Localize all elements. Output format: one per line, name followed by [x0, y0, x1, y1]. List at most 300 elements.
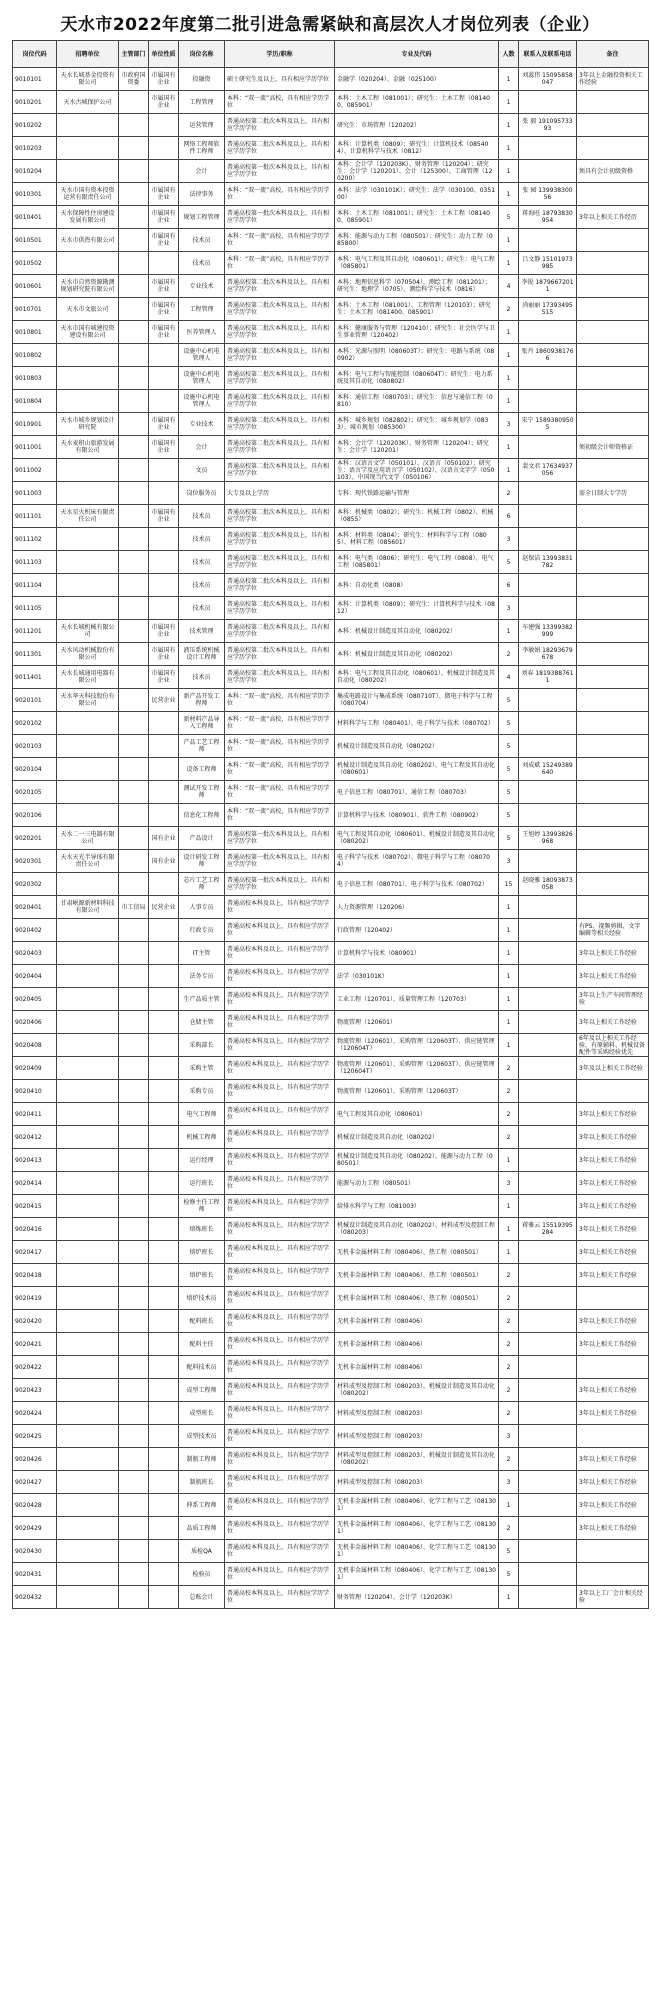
cell-note: 3年以上相关工作经验 — [577, 965, 649, 988]
cell-edu: 本科：“双一流”高校，具有相应学历学位 — [225, 91, 335, 114]
table-row — [13, 321, 649, 344]
cell-post: 机械工程师 — [179, 1126, 225, 1149]
cell-note: 3年以上相关工作经验 — [577, 1379, 649, 1402]
cell-major: 本科：电气类（0806）；研究生：电气工程（0808）、电气工程（085801） — [335, 551, 499, 574]
cell-nature — [149, 781, 179, 804]
cell-contact — [519, 1080, 577, 1103]
cell-major: 本科：会计学（120203K）、财务管理（120204）；研究生：会计学（120201）、会计（125300）、工商管理（120200） — [335, 160, 499, 183]
cell-major: 本科：电气工程与智能控制（080604T）；研究生：电力系统及其自动化（080802） — [335, 367, 499, 390]
cell-post: 法务专员 — [179, 965, 225, 988]
cell-unit: 天水长城通用电器有限公司 — [57, 666, 119, 689]
cell-num: 2 — [499, 1333, 519, 1356]
cell-edu: 普通高校本科及以上，具有相应学历学位 — [225, 1356, 335, 1379]
cell-contact — [519, 942, 577, 965]
cell-num: 1 — [499, 367, 519, 390]
cell-post: 技术员 — [179, 229, 225, 252]
cell-edu: 普通高校本科及以上，具有相应学历学位 — [225, 1241, 335, 1264]
cell-edu: 本科：“双一流”高校，具有相应学历学位 — [225, 229, 335, 252]
cell-note: 3年以上相关工作经验 — [577, 1126, 649, 1149]
cell-edu: 本科：“双一流”高校，具有相应学历学位 — [225, 712, 335, 735]
cell-num: 1 — [499, 229, 519, 252]
cell-major: 本科：机械设计制造及其自动化（080202） — [335, 620, 499, 643]
cell-major: 电气工程及其自动化（080601） — [335, 1103, 499, 1126]
cell-num: 2 — [499, 1402, 519, 1425]
cell-dept — [119, 1356, 149, 1379]
cell-num: 5 — [499, 1563, 519, 1586]
table-row — [13, 1356, 649, 1379]
cell-unit — [57, 1563, 119, 1586]
table-row — [13, 1586, 649, 1609]
cell-code: 9020422 — [13, 1356, 57, 1379]
cell-major: 机械设计制造及其自动化（080202）、电气工程及其自动化（080601） — [335, 758, 499, 781]
cell-unit — [57, 1517, 119, 1540]
cell-contact — [519, 1563, 577, 1586]
cell-note — [577, 1287, 649, 1310]
cell-nature — [149, 137, 179, 160]
cell-post: 熔炼班长 — [179, 1218, 225, 1241]
cell-dept — [119, 91, 149, 114]
cell-note: 3年以上生产车间管理经验 — [577, 988, 649, 1011]
table-row — [13, 620, 649, 643]
cell-post: 成型技术员 — [179, 1425, 225, 1448]
cell-nature — [149, 804, 179, 827]
cell-post: 电气工程师 — [179, 1103, 225, 1126]
cell-contact: 李敏娟 18293679678 — [519, 643, 577, 666]
cell-edu: 普通高校第二批次本科及以上，具有相应学历学位 — [225, 643, 335, 666]
cell-edu: 本科：“双一流”高校，具有相应学历学位 — [225, 781, 335, 804]
cell-post: 伸系工程师 — [179, 1494, 225, 1517]
header-post: 岗位名称 — [179, 41, 225, 68]
cell-nature — [149, 1126, 179, 1149]
cell-num: 1 — [499, 1149, 519, 1172]
cell-num: 3 — [499, 1471, 519, 1494]
cell-dept — [119, 1080, 149, 1103]
cell-note — [577, 1540, 649, 1563]
cell-dept — [119, 1494, 149, 1517]
cell-contact — [519, 850, 577, 873]
cell-code: 9020403 — [13, 942, 57, 965]
cell-num: 2 — [499, 1103, 519, 1126]
cell-nature — [149, 1057, 179, 1080]
cell-post: 工程管理 — [179, 91, 225, 114]
cell-code: 9011103 — [13, 551, 57, 574]
cell-dept — [119, 1218, 149, 1241]
cell-code: 9020410 — [13, 1080, 57, 1103]
cell-post: 芯片工艺工程师 — [179, 873, 225, 896]
cell-major: 无机非金属材料工程（080406）、热工程（080501） — [335, 1287, 499, 1310]
cell-unit: 天水市自然资源勘测规划研究院有限公司 — [57, 275, 119, 298]
cell-contact: 赵晓雅 18093873058 — [519, 873, 577, 896]
cell-major: 集成电路设计与集成系统（080710T）、微电子科学与工程（080704） — [335, 689, 499, 712]
cell-post: 信息化工程师 — [179, 804, 225, 827]
cell-contact: 宋宁 15893809505 — [519, 413, 577, 436]
cell-num: 1 — [499, 988, 519, 1011]
cell-post: 技术员 — [179, 528, 225, 551]
cell-major: 材料成型及控制工程（080203） — [335, 1402, 499, 1425]
cell-nature — [149, 1471, 179, 1494]
cell-nature: 民营企业 — [149, 689, 179, 712]
cell-major: 本科：土木工程（081001）；研究生：土木工程（081400、085901） — [335, 206, 499, 229]
cell-nature: 市属国有企业 — [149, 183, 179, 206]
cell-edu: 普通高校第二批次本科及以上，具有相应学历学位 — [225, 137, 335, 160]
cell-edu: 本科：“双一流”高校，具有相应学历学位 — [225, 183, 335, 206]
cell-note: 3年以上工厂会计相关经验 — [577, 1586, 649, 1609]
cell-nature: 市属国有企业 — [149, 206, 179, 229]
cell-code: 9020103 — [13, 735, 57, 758]
cell-note — [577, 390, 649, 413]
cell-num: 1 — [499, 321, 519, 344]
table-row — [13, 68, 649, 91]
cell-nature: 市属国有企业 — [149, 229, 179, 252]
cell-num: 1 — [499, 114, 519, 137]
cell-major: 物流管理（120601）、采购管理（120603T） — [335, 1080, 499, 1103]
cell-contact — [519, 781, 577, 804]
cell-contact — [519, 735, 577, 758]
cell-post: 熔炉班长 — [179, 1241, 225, 1264]
cell-edu: 普通高校本科及以上，具有相应学历学位 — [225, 1218, 335, 1241]
cell-post: 设施中心机电管理人 — [179, 390, 225, 413]
cell-major: 本科：计算机类（0809）；研究生：计算机科学与技术（0812） — [335, 597, 499, 620]
table-row — [13, 1448, 649, 1471]
cell-post: 运行经理 — [179, 1149, 225, 1172]
cell-edu: 普通高校第二批次本科及以上，具有相应学历学位 — [225, 551, 335, 574]
cell-dept — [119, 275, 149, 298]
table-header — [13, 41, 649, 68]
cell-num: 6 — [499, 505, 519, 528]
cell-dept — [119, 1586, 149, 1609]
table-row — [13, 712, 649, 735]
cell-dept — [119, 252, 149, 275]
cell-code: 9020413 — [13, 1149, 57, 1172]
cell-edu: 普通高校第二批次本科及以上，具有相应学历学位 — [225, 528, 335, 551]
cell-post: 网络工程师软件工程师 — [179, 137, 225, 160]
cell-major: 金融学（020204）、金融（025100） — [335, 68, 499, 91]
table-row — [13, 850, 649, 873]
cell-edu: 普通高校本科及以上，具有相应学历学位 — [225, 1471, 335, 1494]
cell-num: 3 — [499, 850, 519, 873]
cell-contact — [519, 1494, 577, 1517]
cell-unit — [57, 482, 119, 505]
cell-nature — [149, 942, 179, 965]
cell-nature — [149, 597, 179, 620]
table-row — [13, 229, 649, 252]
cell-unit — [57, 1379, 119, 1402]
table-row — [13, 1149, 649, 1172]
cell-code: 9010601 — [13, 275, 57, 298]
cell-contact — [519, 1126, 577, 1149]
table-row — [13, 896, 649, 919]
cell-num: 5 — [499, 551, 519, 574]
cell-code: 9020411 — [13, 1103, 57, 1126]
cell-major: 机械设计制造及其自动化（080202） — [335, 735, 499, 758]
cell-post: 技术员 — [179, 252, 225, 275]
cell-note — [577, 597, 649, 620]
cell-major: 物流管理（120601） — [335, 1011, 499, 1034]
cell-major: 无机非金属材料工程（080406）、热工程（080501） — [335, 1241, 499, 1264]
cell-unit — [57, 1218, 119, 1241]
cell-edu: 普通高校第一批次本科及以上，具有相应学历学位 — [225, 160, 335, 183]
cell-dept: 市政府国资委 — [119, 68, 149, 91]
cell-num: 2 — [499, 482, 519, 505]
cell-code: 9011401 — [13, 666, 57, 689]
cell-code: 9020105 — [13, 781, 57, 804]
cell-dept — [119, 1425, 149, 1448]
cell-dept — [119, 206, 149, 229]
cell-unit — [57, 1402, 119, 1425]
cell-major: 无机非金属材料工程（080406）、化学工程与工艺（081301） — [335, 1540, 499, 1563]
table-row — [13, 252, 649, 275]
cell-code: 9010401 — [13, 206, 57, 229]
cell-unit — [57, 1540, 119, 1563]
header-dept: 主管部门 — [119, 41, 149, 68]
cell-nature — [149, 160, 179, 183]
cell-edu: 普通高校本科及以上，具有相应学历学位 — [225, 1057, 335, 1080]
cell-code: 9010204 — [13, 160, 57, 183]
cell-note — [577, 574, 649, 597]
table-row — [13, 1195, 649, 1218]
cell-dept — [119, 1103, 149, 1126]
cell-num: 1 — [499, 436, 519, 459]
cell-code: 9020405 — [13, 988, 57, 1011]
cell-note: 3年以上相关工作经验 — [577, 1333, 649, 1356]
cell-post: 行政专员 — [179, 919, 225, 942]
header-code: 岗位代码 — [13, 41, 57, 68]
cell-contact — [519, 1195, 577, 1218]
cell-code: 9020415 — [13, 1195, 57, 1218]
cell-post: 文员 — [179, 459, 225, 482]
cell-post: 新材料产品导入工程师 — [179, 712, 225, 735]
cell-major: 本科：能源与动力工程（080501）；研究生：动力工程（085800） — [335, 229, 499, 252]
cell-unit: 天水市国有资本投资运营有限责任公司 — [57, 183, 119, 206]
cell-nature — [149, 965, 179, 988]
table-row — [13, 91, 649, 114]
cell-nature — [149, 390, 179, 413]
cell-post: 新产品开发工程师 — [179, 689, 225, 712]
cell-post: 岗位服务员 — [179, 482, 225, 505]
cell-note — [577, 183, 649, 206]
cell-major: 本科：法学（030101K）；研究生：法学（030100、035100） — [335, 183, 499, 206]
cell-major: 物流管理（120601）、采购管理（120603T）、供应链管理（120604T） — [335, 1057, 499, 1080]
cell-post: 熔炉班长 — [179, 1264, 225, 1287]
cell-dept — [119, 873, 149, 896]
cell-major: 无机非金属材料工程（080406）、热工程（080501） — [335, 1264, 499, 1287]
cell-code: 9020428 — [13, 1494, 57, 1517]
cell-edu: 普通高校本科及以上，具有相应学历学位 — [225, 1540, 335, 1563]
cell-code: 9020429 — [13, 1517, 57, 1540]
cell-post: 会计 — [179, 436, 225, 459]
header-row — [13, 41, 649, 68]
table-row — [13, 367, 649, 390]
cell-post: 投融资 — [179, 68, 225, 91]
cell-nature — [149, 1103, 179, 1126]
cell-edu: 普通高校本科及以上，具有相应学历学位 — [225, 1586, 335, 1609]
cell-unit — [57, 1494, 119, 1517]
cell-num: 1 — [499, 919, 519, 942]
cell-contact — [519, 390, 577, 413]
cell-dept — [119, 183, 149, 206]
cell-edu: 普通高校本科及以上，具有相应学历学位 — [225, 1563, 335, 1586]
cell-post: 人事专员 — [179, 896, 225, 919]
cell-num: 1 — [499, 896, 519, 919]
cell-num: 2 — [499, 298, 519, 321]
cell-num: 2 — [499, 1379, 519, 1402]
cell-edu: 普通高校本科及以上，具有相应学历学位 — [225, 1402, 335, 1425]
cell-dept — [119, 413, 149, 436]
cell-major: 机械设计制造及其自动化（080202） — [335, 1126, 499, 1149]
cell-num: 3 — [499, 528, 519, 551]
table-row — [13, 988, 649, 1011]
cell-code: 9010501 — [13, 229, 57, 252]
cell-unit — [57, 597, 119, 620]
header-unit: 招聘单位 — [57, 41, 119, 68]
cell-num: 1 — [499, 942, 519, 965]
table-row — [13, 1126, 649, 1149]
cell-post: 采购部长 — [179, 1034, 225, 1057]
cell-note: 3年以上相关工作经验 — [577, 1494, 649, 1517]
cell-nature — [149, 528, 179, 551]
table-row — [13, 183, 649, 206]
cell-unit — [57, 1126, 119, 1149]
cell-nature — [149, 1149, 179, 1172]
header-contact: 联系人及联系电话 — [519, 41, 577, 68]
cell-num: 4 — [499, 275, 519, 298]
cell-edu: 普通高校本科及以上，具有相应学历学位 — [225, 1264, 335, 1287]
cell-contact — [519, 1356, 577, 1379]
cell-post: 技术员 — [179, 505, 225, 528]
cell-note — [577, 1356, 649, 1379]
table-row — [13, 1218, 649, 1241]
table-row — [13, 643, 649, 666]
cell-code: 9010804 — [13, 390, 57, 413]
cell-nature — [149, 1264, 179, 1287]
cell-unit — [57, 1471, 119, 1494]
cell-nature — [149, 252, 179, 275]
table-row — [13, 1172, 649, 1195]
cell-edu: 大专及以上学历 — [225, 482, 335, 505]
cell-code: 9020417 — [13, 1241, 57, 1264]
cell-major: 本科：土木工程（081001）、工程管理（120103）；研究生：土木工程（081400、085901） — [335, 298, 499, 321]
cell-note — [577, 666, 649, 689]
cell-post: 制瓶工程师 — [179, 1448, 225, 1471]
cell-post: 设计研发工程师 — [179, 850, 225, 873]
cell-note: 有PS、视频剪辑、文字编辑等相关经验 — [577, 919, 649, 942]
table-row — [13, 781, 649, 804]
cell-code: 9020424 — [13, 1402, 57, 1425]
cell-code: 9010203 — [13, 137, 57, 160]
cell-nature: 市属国有企业 — [149, 436, 179, 459]
cell-code: 9020404 — [13, 965, 57, 988]
cell-nature — [149, 1517, 179, 1540]
cell-dept: 市工信局 — [119, 896, 149, 919]
cell-major: 法学（030101K） — [335, 965, 499, 988]
cell-major: 工业工程（120701）、质量管理工程（120703） — [335, 988, 499, 1011]
cell-contact — [519, 1333, 577, 1356]
cell-unit: 天水华天科技股份有限公司 — [57, 689, 119, 712]
cell-note — [577, 712, 649, 735]
cell-edu: 普通高校第一批次本科及以上，具有相应学历学位 — [225, 850, 335, 873]
cell-num: 1 — [499, 1494, 519, 1517]
cell-unit — [57, 1011, 119, 1034]
cell-contact — [519, 91, 577, 114]
cell-post: 熔炉技术员 — [179, 1287, 225, 1310]
cell-note: 3年以上相关工作经验 — [577, 1517, 649, 1540]
table-row — [13, 482, 649, 505]
cell-edu: 普通高校本科及以上，具有相应学历学位 — [225, 1517, 335, 1540]
cell-num: 1 — [499, 160, 519, 183]
cell-code: 9010901 — [13, 413, 57, 436]
cell-post: IT主管 — [179, 942, 225, 965]
cell-unit — [57, 160, 119, 183]
cell-nature: 市属国有企业 — [149, 505, 179, 528]
cell-dept — [119, 1471, 149, 1494]
cell-note — [577, 114, 649, 137]
cell-dept — [119, 390, 149, 413]
cell-code: 9020416 — [13, 1218, 57, 1241]
cell-contact — [519, 1586, 577, 1609]
cell-dept — [119, 988, 149, 1011]
table-row — [13, 1287, 649, 1310]
cell-num: 1 — [499, 1011, 519, 1034]
cell-post: 医养管理人 — [179, 321, 225, 344]
cell-contact — [519, 574, 577, 597]
cell-post: 运行班长 — [179, 1172, 225, 1195]
cell-nature — [149, 735, 179, 758]
cell-code: 9010803 — [13, 367, 57, 390]
cell-nature — [149, 1218, 179, 1241]
cell-unit — [57, 1080, 119, 1103]
cell-edu: 普通高校本科及以上，具有相应学历学位 — [225, 1034, 335, 1057]
cell-dept — [119, 1011, 149, 1034]
cell-major: 本科：光源与照明（080603T）；研究生：电路与系统（080902） — [335, 344, 499, 367]
cell-post: 会计 — [179, 160, 225, 183]
cell-edu: 普通高校本科及以上，具有相应学历学位 — [225, 1126, 335, 1149]
cell-dept — [119, 1310, 149, 1333]
cell-unit — [57, 459, 119, 482]
cell-edu: 普通高校本科及以上，具有相应学历学位 — [225, 1379, 335, 1402]
cell-edu: 普通高校第一批次本科及以上，具有相应学历学位 — [225, 206, 335, 229]
cell-dept — [119, 1517, 149, 1540]
document-page — [12, 0, 648, 1609]
cell-major: 材料成型及控制工程（080203）、机械设计制造及其自动化（080202） — [335, 1379, 499, 1402]
cell-contact — [519, 1540, 577, 1563]
cell-code: 9020421 — [13, 1333, 57, 1356]
cell-post: 工程管理 — [179, 298, 225, 321]
cell-contact — [519, 1103, 577, 1126]
cell-note: 需全日制大专学历 — [577, 482, 649, 505]
cell-post: 规划工程管理 — [179, 206, 225, 229]
cell-major: 本科：会计学（120203K）、财务管理（120204）；研究生：会计学（120201） — [335, 436, 499, 459]
table-row — [13, 1241, 649, 1264]
cell-unit — [57, 390, 119, 413]
cell-dept — [119, 298, 149, 321]
cell-note: 3年以上相关工作经验 — [577, 1310, 649, 1333]
cell-unit: 天水长城机械有限公司 — [57, 620, 119, 643]
cell-post: 品质工程师 — [179, 1517, 225, 1540]
cell-edu: 本科：“双一流”高校，具有相应学历学位 — [225, 689, 335, 712]
cell-unit — [57, 1333, 119, 1356]
cell-major: 无机非金属材料工程（080406）、化学工程与工艺（081301） — [335, 1494, 499, 1517]
cell-dept — [119, 1172, 149, 1195]
cell-post: 成型工程师 — [179, 1379, 225, 1402]
table-row — [13, 551, 649, 574]
cell-major: 电子信息工程（080701）、电子科学与技术（080702） — [335, 873, 499, 896]
cell-num: 1 — [499, 620, 519, 643]
header-note: 备注 — [577, 41, 649, 68]
cell-unit — [57, 1195, 119, 1218]
cell-note — [577, 1080, 649, 1103]
cell-major: 本科：电气工程及其自动化（080601）、机械设计制造及其自动化（080202） — [335, 666, 499, 689]
cell-contact: 王旭婷 13993826968 — [519, 827, 577, 850]
